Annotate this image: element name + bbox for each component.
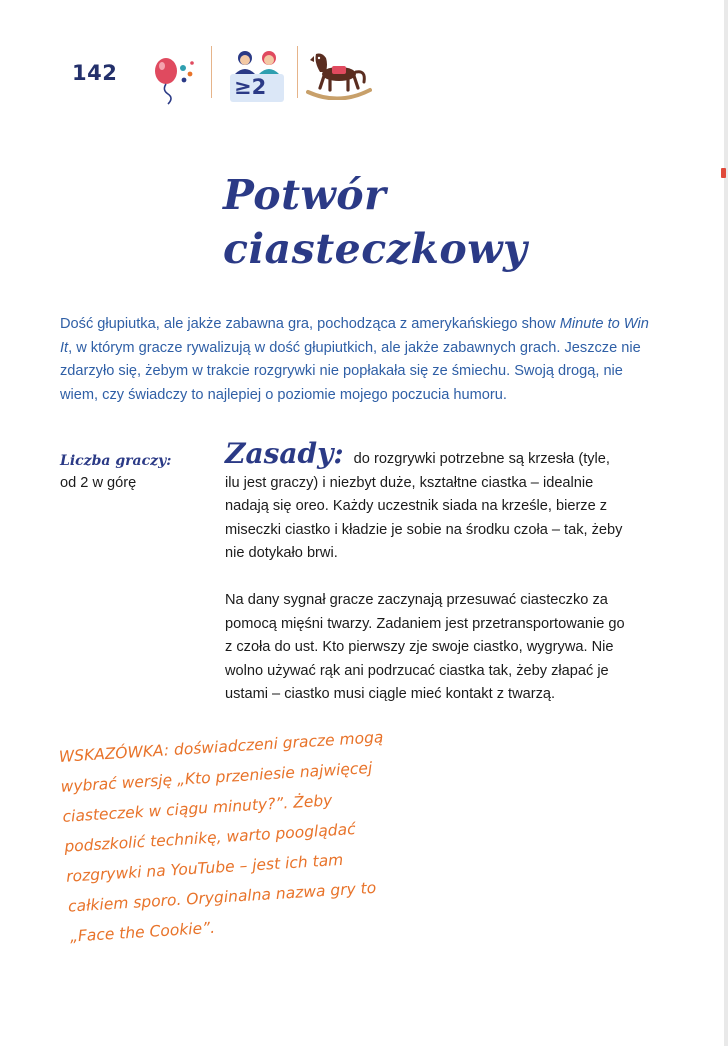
balloon-icon: [150, 52, 200, 111]
intro-paragraph: [60, 313, 660, 407]
show-name: Minute to Win It: [60, 316, 649, 356]
page-number: 142: [72, 61, 118, 85]
page-title: Potwór ciasteczkowy: [223, 171, 528, 273]
rules-paragraph-1: [225, 437, 625, 566]
page-edge: [724, 0, 728, 1046]
rules-paragraph-2: Na dany sygnał gracze zaczynają przesuwać ciasteczko za pomocą mięśni twarzy. Zadaniem jest przetransportowanie go z czoła do ust. Kto pierwszy zje swoje ciastko, wygrywa. Nie wolno używać rąk ani podrzucać ciastka tak, żeby złapać je ustami – ciastko musi ciągle mieć kontakt z twarzą.: [225, 591, 625, 703]
category-icons: [150, 44, 380, 104]
players-label: Liczba graczy:: [60, 453, 172, 469]
tip-note: WSKAZÓWKA: doświadczeni gracze mogą wybrać wersję „Kto przeniesie najwięcej ciasteczek w ciągu minuty?”. Żeby podszkolić technikę, warto pooglądać rozgrywki na YouTube – jest ich tam całkiem sporo. Oryginalna nazwa gry to „Face the Cookie”.: [58, 728, 384, 946]
intro-text-start: Dość głupiutka, ale jakże zabawna gra, pochodząca z amerykańskiego show: [60, 316, 560, 332]
edge-marker: [721, 168, 726, 178]
rules-heading: Zasady:: [225, 437, 344, 470]
rules-section: [225, 437, 625, 707]
players-info: [60, 450, 210, 494]
icon-divider: [211, 46, 212, 98]
players-min-2-label: ≥2: [234, 75, 267, 99]
rules-text-1: do rozgrywki potrzebne są krzesła (tyle, ilu jest graczy) i niezbyt duże, kształtne ciastka – idealnie nadają się oreo. Każdy uczestnik siada na krześle, bierze z miseczki ciastko i kładzie je sobie na środku czoła – tak, żeby nie dotykało brwi.: [225, 451, 623, 562]
icon-divider: [297, 46, 298, 98]
players-value: od 2 w górę: [60, 475, 137, 491]
intro-text-end: , w którym gracze rywalizują w dość głupiutkich, ale jakże zabawnych grach. Jeszcze nie zdarzyło się, żebym w trakcie rozgrywki nie popłakała się ze śmiechu. Swoją drogą, nie wiem, czy świadczy to najlepiej o poziomie mojego poczucia humoru.: [60, 339, 641, 403]
rocking-horse-icon: [306, 50, 372, 105]
